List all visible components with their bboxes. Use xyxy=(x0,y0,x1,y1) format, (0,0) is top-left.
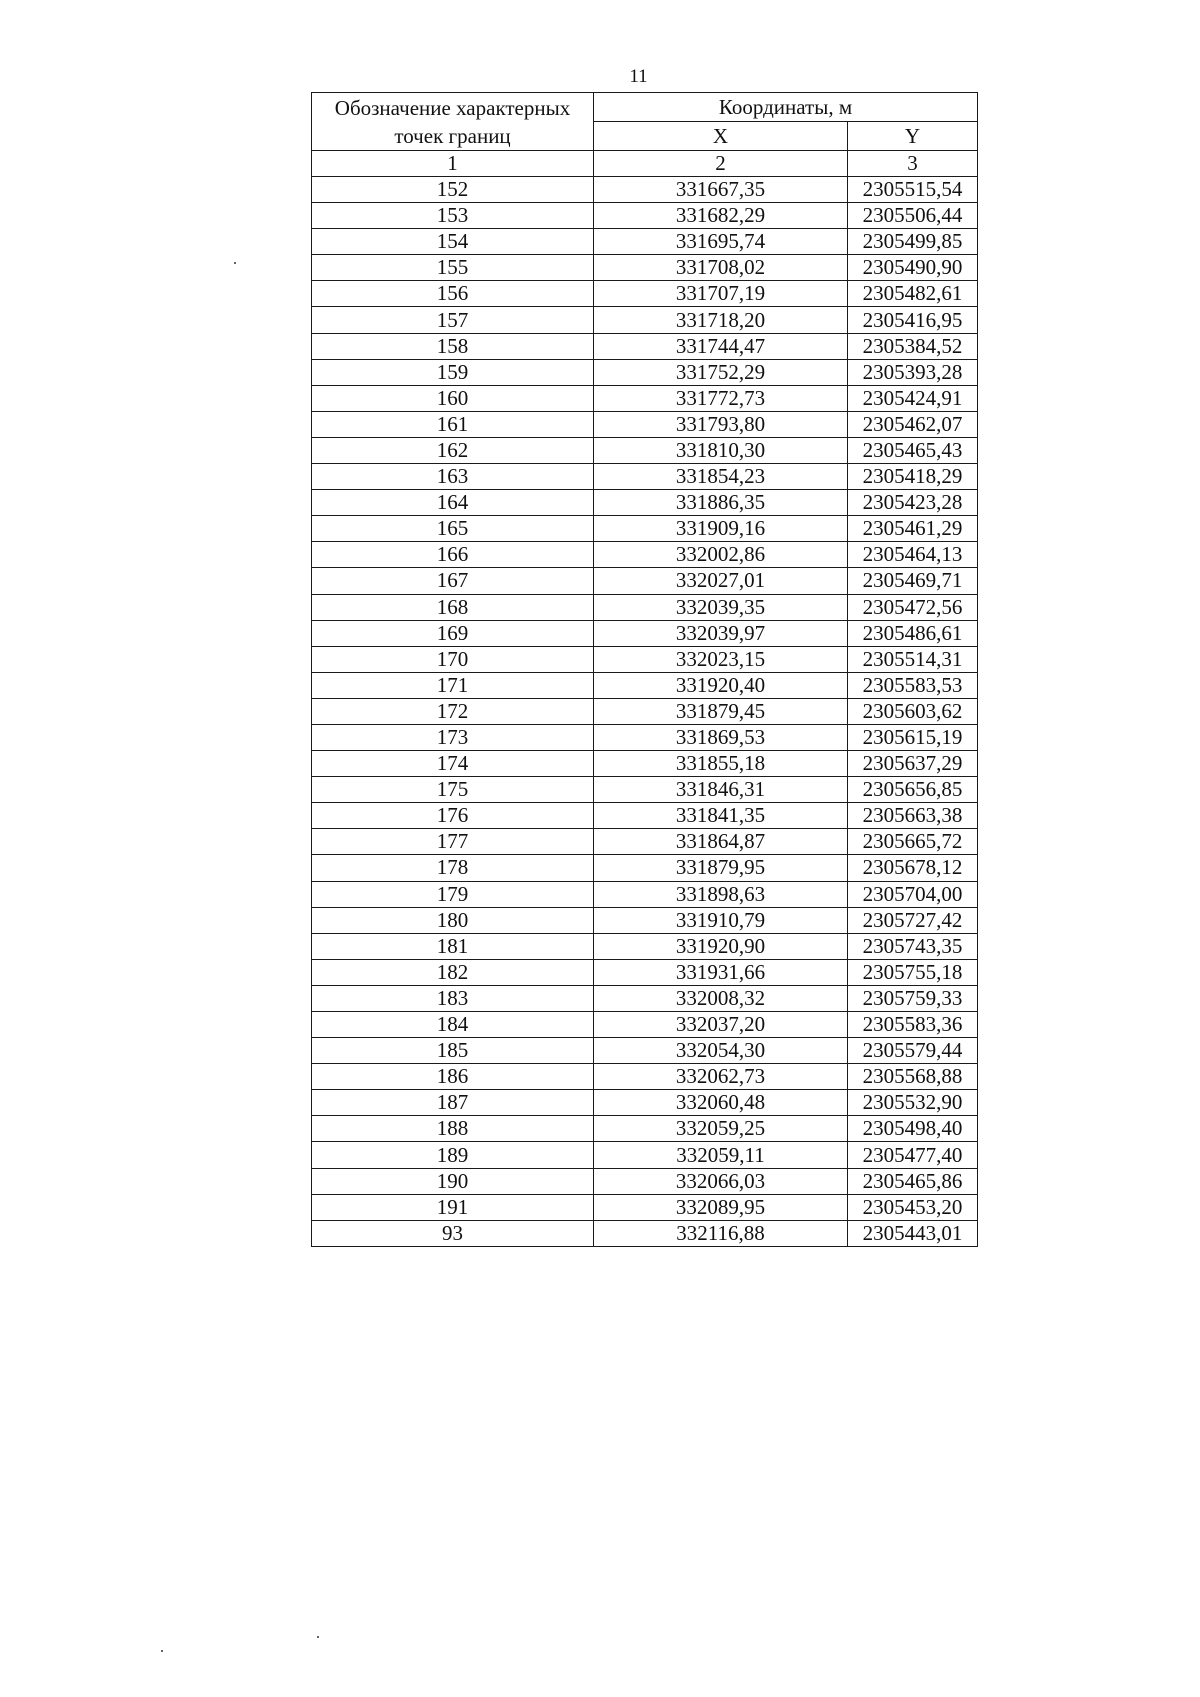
cell-point: 189 xyxy=(312,1142,594,1168)
cell-y: 2305678,12 xyxy=(848,855,978,881)
cell-y: 2305603,62 xyxy=(848,698,978,724)
cell-x: 331869,53 xyxy=(594,724,848,750)
cell-x: 331920,90 xyxy=(594,933,848,959)
cell-x: 331682,29 xyxy=(594,203,848,229)
table-row xyxy=(312,724,978,750)
cell-x: 331886,35 xyxy=(594,490,848,516)
table-row xyxy=(312,1064,978,1090)
cell-point: 182 xyxy=(312,959,594,985)
scan-speck xyxy=(234,262,236,264)
cell-y: 2305656,85 xyxy=(848,777,978,803)
cell-y: 2305532,90 xyxy=(848,1090,978,1116)
cell-point: 158 xyxy=(312,333,594,359)
table-row xyxy=(312,229,978,255)
table-row xyxy=(312,751,978,777)
cell-point: 181 xyxy=(312,933,594,959)
header-x-label: X xyxy=(594,122,848,151)
cell-point: 155 xyxy=(312,255,594,281)
cell-x: 331718,20 xyxy=(594,307,848,333)
cell-x: 332060,48 xyxy=(594,1090,848,1116)
cell-x: 331931,66 xyxy=(594,959,848,985)
cell-x: 331854,23 xyxy=(594,464,848,490)
table-row xyxy=(312,1168,978,1194)
cell-point: 160 xyxy=(312,385,594,411)
cell-x: 332023,15 xyxy=(594,646,848,672)
cell-y: 2305490,90 xyxy=(848,255,978,281)
table-row xyxy=(312,1142,978,1168)
cell-x: 331846,31 xyxy=(594,777,848,803)
cell-x: 332002,86 xyxy=(594,542,848,568)
cell-y: 2305465,86 xyxy=(848,1168,978,1194)
cell-x: 331667,35 xyxy=(594,177,848,203)
cell-point: 154 xyxy=(312,229,594,255)
table-row xyxy=(312,985,978,1011)
cell-y: 2305423,28 xyxy=(848,490,978,516)
table-body xyxy=(312,177,978,1247)
table-row xyxy=(312,933,978,959)
cell-x: 332054,30 xyxy=(594,1038,848,1064)
cell-y: 2305472,56 xyxy=(848,594,978,620)
cell-y: 2305486,61 xyxy=(848,620,978,646)
table-row xyxy=(312,437,978,463)
cell-y: 2305755,18 xyxy=(848,959,978,985)
cell-point: 159 xyxy=(312,359,594,385)
cell-point: 165 xyxy=(312,516,594,542)
cell-point: 184 xyxy=(312,1012,594,1038)
cell-x: 332062,73 xyxy=(594,1064,848,1090)
cell-y: 2305499,85 xyxy=(848,229,978,255)
cell-y: 2305464,13 xyxy=(848,542,978,568)
cell-point: 166 xyxy=(312,542,594,568)
table-row xyxy=(312,385,978,411)
cell-y: 2305384,52 xyxy=(848,333,978,359)
cell-y: 2305663,38 xyxy=(848,803,978,829)
cell-y: 2305393,28 xyxy=(848,359,978,385)
cell-y: 2305482,61 xyxy=(848,281,978,307)
cell-x: 332059,25 xyxy=(594,1116,848,1142)
cell-y: 2305477,40 xyxy=(848,1142,978,1168)
table-row xyxy=(312,281,978,307)
table-row xyxy=(312,516,978,542)
table-row xyxy=(312,777,978,803)
cell-point: 157 xyxy=(312,307,594,333)
table-row xyxy=(312,672,978,698)
cell-x: 331879,45 xyxy=(594,698,848,724)
cell-point: 162 xyxy=(312,437,594,463)
cell-x: 331910,79 xyxy=(594,907,848,933)
table-row xyxy=(312,177,978,203)
table-row xyxy=(312,568,978,594)
table-row xyxy=(312,307,978,333)
cell-point: 153 xyxy=(312,203,594,229)
cell-x: 332037,20 xyxy=(594,1012,848,1038)
cell-x: 331841,35 xyxy=(594,803,848,829)
page-number: 11 xyxy=(629,66,648,87)
table-row xyxy=(312,803,978,829)
cell-x: 331920,40 xyxy=(594,672,848,698)
table-row xyxy=(312,1038,978,1064)
cell-x: 331855,18 xyxy=(594,751,848,777)
header-point-label: Обозначение характерных точек границ xyxy=(312,93,594,151)
cell-point: 152 xyxy=(312,177,594,203)
scan-speck xyxy=(317,1636,319,1638)
cell-y: 2305416,95 xyxy=(848,307,978,333)
cell-point: 187 xyxy=(312,1090,594,1116)
cell-x: 331864,87 xyxy=(594,829,848,855)
table-row xyxy=(312,1012,978,1038)
cell-y: 2305424,91 xyxy=(848,385,978,411)
coordinates-table xyxy=(311,92,978,1247)
cell-x: 332089,95 xyxy=(594,1194,848,1220)
header-col-num-2: 2 xyxy=(594,151,848,177)
cell-point: 188 xyxy=(312,1116,594,1142)
cell-y: 2305465,43 xyxy=(848,437,978,463)
cell-y: 2305615,19 xyxy=(848,724,978,750)
cell-point: 179 xyxy=(312,881,594,907)
cell-point: 167 xyxy=(312,568,594,594)
cell-x: 331879,95 xyxy=(594,855,848,881)
cell-x: 332039,97 xyxy=(594,620,848,646)
cell-y: 2305515,54 xyxy=(848,177,978,203)
table-row xyxy=(312,646,978,672)
cell-x: 332059,11 xyxy=(594,1142,848,1168)
header-coords-label: Координаты, м xyxy=(594,93,978,122)
cell-point: 190 xyxy=(312,1168,594,1194)
cell-y: 2305583,53 xyxy=(848,672,978,698)
table-row xyxy=(312,829,978,855)
table-row xyxy=(312,333,978,359)
cell-y: 2305462,07 xyxy=(848,411,978,437)
cell-y: 2305453,20 xyxy=(848,1194,978,1220)
cell-point: 163 xyxy=(312,464,594,490)
table-row xyxy=(312,1220,978,1246)
cell-y: 2305514,31 xyxy=(848,646,978,672)
scan-speck xyxy=(161,1650,163,1652)
cell-point: 173 xyxy=(312,724,594,750)
cell-point: 183 xyxy=(312,985,594,1011)
cell-x: 332066,03 xyxy=(594,1168,848,1194)
cell-x: 331695,74 xyxy=(594,229,848,255)
header-y-label: Y xyxy=(848,122,978,151)
cell-x: 331898,63 xyxy=(594,881,848,907)
cell-point: 177 xyxy=(312,829,594,855)
table-row xyxy=(312,359,978,385)
table-row xyxy=(312,1194,978,1220)
table-header xyxy=(312,93,978,177)
cell-y: 2305418,29 xyxy=(848,464,978,490)
cell-y: 2305743,35 xyxy=(848,933,978,959)
cell-y: 2305568,88 xyxy=(848,1064,978,1090)
cell-y: 2305759,33 xyxy=(848,985,978,1011)
cell-point: 178 xyxy=(312,855,594,881)
table-row xyxy=(312,203,978,229)
cell-point: 169 xyxy=(312,620,594,646)
cell-x: 331707,19 xyxy=(594,281,848,307)
cell-x: 332008,32 xyxy=(594,985,848,1011)
cell-x: 331772,73 xyxy=(594,385,848,411)
cell-point: 191 xyxy=(312,1194,594,1220)
header-col-num-3: 3 xyxy=(848,151,978,177)
cell-point: 171 xyxy=(312,672,594,698)
cell-x: 331793,80 xyxy=(594,411,848,437)
cell-point: 185 xyxy=(312,1038,594,1064)
table-row xyxy=(312,464,978,490)
cell-x: 331752,29 xyxy=(594,359,848,385)
cell-x: 331708,02 xyxy=(594,255,848,281)
cell-y: 2305583,36 xyxy=(848,1012,978,1038)
cell-x: 332116,88 xyxy=(594,1220,848,1246)
table-row xyxy=(312,881,978,907)
table-row xyxy=(312,490,978,516)
cell-y: 2305727,42 xyxy=(848,907,978,933)
cell-y: 2305469,71 xyxy=(848,568,978,594)
table-row xyxy=(312,411,978,437)
cell-point: 176 xyxy=(312,803,594,829)
cell-y: 2305637,29 xyxy=(848,751,978,777)
cell-y: 2305579,44 xyxy=(848,1038,978,1064)
table-row xyxy=(312,594,978,620)
cell-point: 164 xyxy=(312,490,594,516)
cell-x: 332039,35 xyxy=(594,594,848,620)
cell-point: 180 xyxy=(312,907,594,933)
cell-y: 2305704,00 xyxy=(848,881,978,907)
cell-point: 186 xyxy=(312,1064,594,1090)
cell-point: 168 xyxy=(312,594,594,620)
cell-x: 331810,30 xyxy=(594,437,848,463)
cell-y: 2305461,29 xyxy=(848,516,978,542)
cell-point: 170 xyxy=(312,646,594,672)
cell-point: 156 xyxy=(312,281,594,307)
table-row xyxy=(312,1116,978,1142)
table-row xyxy=(312,855,978,881)
cell-x: 332027,01 xyxy=(594,568,848,594)
table-row xyxy=(312,1090,978,1116)
cell-point: 93 xyxy=(312,1220,594,1246)
cell-x: 331909,16 xyxy=(594,516,848,542)
table-row xyxy=(312,907,978,933)
cell-y: 2305443,01 xyxy=(848,1220,978,1246)
cell-y: 2305665,72 xyxy=(848,829,978,855)
cell-point: 174 xyxy=(312,751,594,777)
cell-point: 172 xyxy=(312,698,594,724)
cell-y: 2305506,44 xyxy=(848,203,978,229)
cell-point: 161 xyxy=(312,411,594,437)
table-row xyxy=(312,255,978,281)
table-row xyxy=(312,620,978,646)
cell-point: 175 xyxy=(312,777,594,803)
cell-y: 2305498,40 xyxy=(848,1116,978,1142)
table-row xyxy=(312,542,978,568)
header-col-num-1: 1 xyxy=(312,151,594,177)
cell-x: 331744,47 xyxy=(594,333,848,359)
table-row xyxy=(312,698,978,724)
table-row xyxy=(312,959,978,985)
